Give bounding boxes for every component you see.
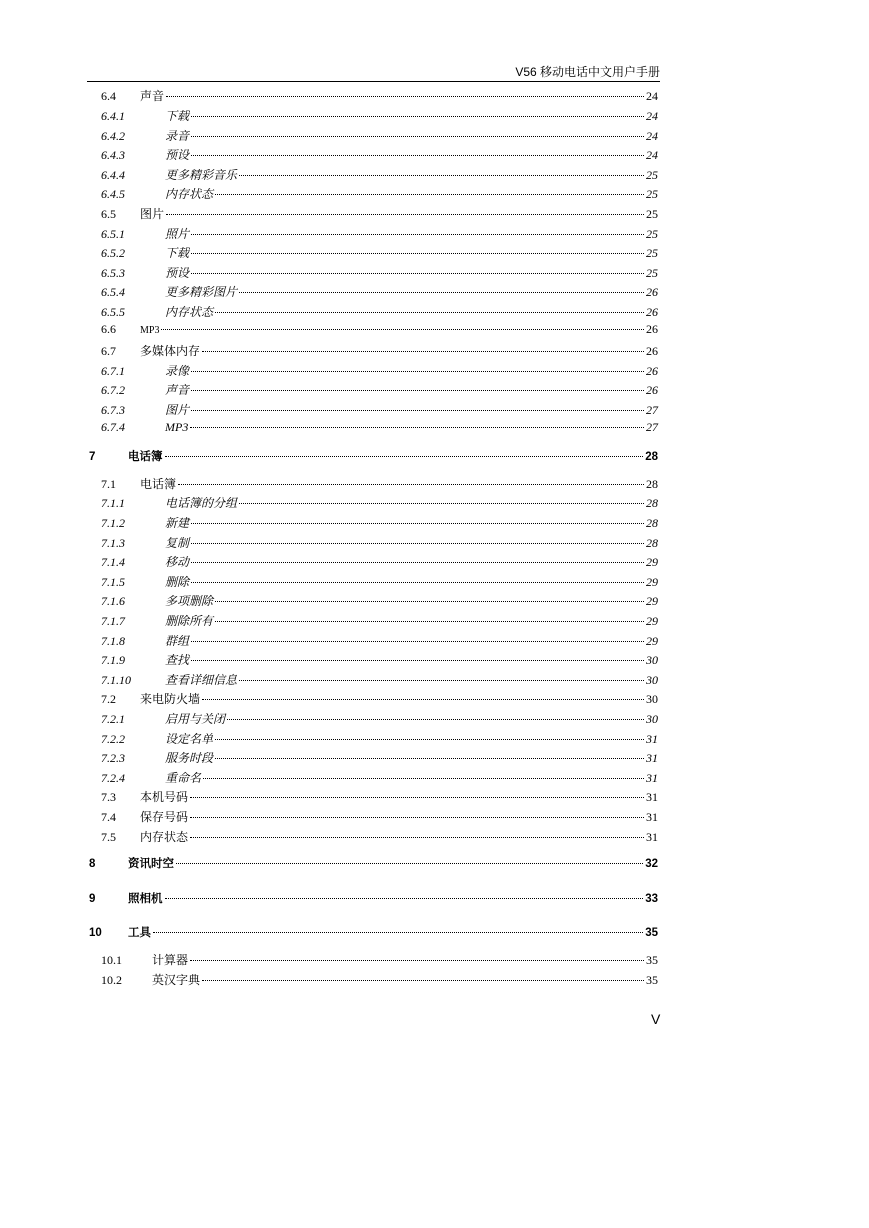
dot-leader — [178, 484, 644, 485]
toc-entry[interactable] — [101, 808, 658, 824]
toc-entry-page: 30 — [646, 653, 658, 667]
toc-entry[interactable] — [101, 690, 658, 706]
toc-entry[interactable] — [101, 951, 658, 967]
toc-entry-title: 工具 — [128, 927, 151, 939]
toc-entry-number: 6.7.1 — [101, 364, 125, 378]
toc-entry[interactable] — [101, 612, 658, 628]
toc-entry[interactable] — [101, 769, 658, 785]
toc-entry-title: 电话簿的分组 — [165, 496, 238, 510]
toc-entry-title: 录音 — [165, 129, 190, 143]
toc-entry-title: 查看详细信息 — [165, 673, 238, 687]
toc-entry-title: 查找 — [165, 653, 190, 667]
toc-entry-title: 内存状态 — [140, 830, 189, 844]
toc-entry-page: 29 — [646, 575, 658, 589]
toc-entry[interactable] — [101, 788, 658, 804]
page-number: V — [651, 1011, 661, 1027]
dot-leader — [202, 980, 644, 981]
toc-entry[interactable] — [101, 205, 658, 221]
dot-leader — [191, 543, 644, 544]
toc-entry[interactable] — [101, 534, 658, 550]
toc-entry-number: 7.2.1 — [101, 712, 125, 726]
toc-entry-title: 录像 — [165, 364, 190, 378]
toc-entry-number: 6.7.2 — [101, 383, 125, 397]
toc-entry-page: 25 — [646, 227, 658, 241]
toc-entry[interactable] — [101, 651, 658, 667]
toc-entry-number: 7.3 — [101, 790, 116, 804]
dot-leader — [190, 797, 644, 798]
toc-entry[interactable] — [101, 494, 658, 510]
toc-entry-title: 照片 — [165, 227, 190, 241]
toc-entry-title: 更多精彩图片 — [165, 285, 238, 299]
toc-entry-page: 28 — [646, 477, 658, 491]
toc-entry-title: 声音 — [165, 383, 190, 397]
toc-entry-number: 6.4.2 — [101, 129, 125, 143]
toc-entry[interactable] — [89, 448, 658, 464]
toc-entry-title: 资讯时空 — [128, 858, 174, 870]
toc-entry-number: 10.2 — [101, 973, 122, 987]
toc-entry-title: 预设 — [165, 148, 190, 162]
dot-leader — [215, 194, 644, 195]
toc-entry-number: 7.1.7 — [101, 614, 125, 628]
dot-leader — [202, 351, 644, 352]
toc-entry-title: 图片 — [165, 403, 190, 417]
toc-entry[interactable] — [101, 225, 658, 241]
toc-entry[interactable] — [89, 924, 658, 940]
dot-leader — [190, 837, 644, 838]
toc-entry[interactable] — [101, 322, 658, 338]
toc-entry-title: 多项删除 — [165, 594, 214, 608]
toc-entry-title: 更多精彩音乐 — [165, 168, 238, 182]
page-header — [87, 64, 660, 82]
toc-entry-number: 6.7.3 — [101, 403, 125, 417]
toc-entry-page: 35 — [646, 953, 658, 967]
dot-leader — [191, 582, 644, 583]
toc-entry-page: 26 — [646, 344, 658, 358]
toc-entry[interactable] — [101, 730, 658, 746]
toc-entry[interactable] — [101, 553, 658, 569]
toc-entry-number: 6.4.1 — [101, 109, 125, 123]
toc-entry-page: 24 — [646, 129, 658, 143]
dot-leader — [165, 456, 644, 457]
dot-leader — [191, 234, 644, 235]
toc-entry-page: 35 — [646, 973, 658, 987]
toc-entry-number: 7.1.9 — [101, 653, 125, 667]
dot-leader — [176, 863, 643, 864]
dot-leader — [191, 410, 644, 411]
toc-entry-number: 7 — [89, 451, 96, 463]
toc-entry[interactable] — [101, 828, 658, 844]
toc-entry-number: 8 — [89, 858, 96, 870]
toc-entry-page: 29 — [646, 594, 658, 608]
toc-entry-title: 图片 — [140, 207, 165, 221]
toc-entry-page: 24 — [646, 109, 658, 123]
toc-entry[interactable] — [101, 749, 658, 765]
toc-entry-number: 7.2 — [101, 692, 116, 706]
dot-leader — [215, 601, 644, 602]
toc-entry-number: 9 — [89, 893, 96, 905]
toc-entry-page: 33 — [645, 893, 658, 905]
dot-leader — [191, 390, 644, 391]
toc-entry-page: 27 — [646, 403, 658, 417]
toc-entry-page: 31 — [646, 771, 658, 785]
toc-entry-number: 7.1.1 — [101, 496, 125, 510]
toc-entry-page: 26 — [646, 285, 658, 299]
toc-entry-title: 保存号码 — [140, 810, 189, 824]
toc-entry[interactable] — [101, 127, 658, 143]
toc-entry[interactable] — [101, 971, 658, 987]
toc-entry-number: 6.5 — [101, 207, 116, 221]
toc-entry-page: 25 — [646, 168, 658, 182]
toc-entry-number: 7.1.8 — [101, 634, 125, 648]
toc-entry-number: 7.1 — [101, 477, 116, 491]
toc-entry-page: 24 — [646, 89, 658, 103]
toc-entry-page: 25 — [646, 246, 658, 260]
toc-entry[interactable] — [101, 166, 658, 182]
toc-entry[interactable] — [101, 87, 658, 103]
toc-entry-title: 重命名 — [165, 771, 202, 785]
dot-leader — [190, 960, 644, 961]
dot-leader — [239, 503, 644, 504]
toc-entry-title: 内存状态 — [165, 305, 214, 319]
toc-entry-number: 6.7.4 — [101, 420, 125, 434]
toc-entry-number: 6.5.1 — [101, 227, 125, 241]
dot-leader — [215, 758, 644, 759]
toc-entry[interactable] — [101, 264, 658, 280]
dot-leader — [239, 680, 644, 681]
toc-entry-number: 6.5.2 — [101, 246, 125, 260]
toc-entry-page: 25 — [646, 266, 658, 280]
toc-entry-page: 29 — [646, 634, 658, 648]
toc-entry-title: 删除 — [165, 575, 190, 589]
dot-leader — [239, 292, 644, 293]
toc-entry-page: 28 — [645, 451, 658, 463]
dot-leader — [165, 898, 644, 899]
dot-leader — [191, 155, 644, 156]
toc-entry-page: 29 — [646, 614, 658, 628]
toc-entry-number: 7.2.4 — [101, 771, 125, 785]
toc-entry-title: 电话簿 — [140, 477, 177, 491]
toc-entry-title: 英汉字典 — [152, 973, 201, 987]
toc-entry[interactable] — [101, 185, 658, 201]
dot-leader — [191, 273, 644, 274]
toc-entry-title: 预设 — [165, 266, 190, 280]
dot-leader — [191, 136, 644, 137]
toc-entry-page: 30 — [646, 673, 658, 687]
toc-entry-title: 内存状态 — [165, 187, 214, 201]
toc-entry-page: 26 — [646, 364, 658, 378]
dot-leader — [161, 329, 644, 330]
toc-entry-number: 7.1.6 — [101, 594, 125, 608]
toc-entry[interactable] — [101, 107, 658, 123]
toc-entry-title: 计算器 — [152, 953, 189, 967]
toc-entry-title: 下载 — [165, 246, 190, 260]
toc-entry-number: 6.5.4 — [101, 285, 125, 299]
toc-entry-page: 30 — [646, 692, 658, 706]
toc-entry[interactable] — [101, 303, 658, 319]
toc-entry[interactable] — [89, 890, 658, 906]
toc-entry-number: 7.5 — [101, 830, 116, 844]
dot-leader — [166, 214, 644, 215]
toc-entry-number: 6.4.5 — [101, 187, 125, 201]
dot-leader — [215, 621, 644, 622]
toc-entry[interactable] — [101, 632, 658, 648]
toc-entry[interactable] — [101, 401, 658, 417]
dot-leader — [191, 371, 644, 372]
toc-entry-page: 29 — [646, 555, 658, 569]
toc-entry-page: 26 — [646, 305, 658, 319]
toc-entry-page: 26 — [646, 322, 658, 336]
dot-leader — [166, 96, 644, 97]
toc-entry-title: 移动 — [165, 555, 190, 569]
dot-leader — [202, 699, 644, 700]
dot-leader — [227, 719, 644, 720]
toc-entry-number: 6.6 — [101, 322, 116, 336]
toc-entry-title: 启用与关闭 — [165, 712, 226, 726]
toc-entry[interactable] — [101, 710, 658, 726]
toc-entry[interactable] — [101, 381, 658, 397]
toc-entry-page: 31 — [646, 732, 658, 746]
toc-entry[interactable] — [101, 592, 658, 608]
toc-entry-title: MP3 — [165, 420, 189, 434]
dot-leader — [190, 427, 644, 428]
toc-entry-page: 35 — [645, 927, 658, 939]
toc-entry-page: 30 — [646, 712, 658, 726]
toc-entry-number: 6.4.3 — [101, 148, 125, 162]
toc-entry-page: 31 — [646, 810, 658, 824]
dot-leader — [215, 739, 644, 740]
toc-entry-page: 25 — [646, 187, 658, 201]
dot-leader — [215, 312, 644, 313]
toc-entry-number: 6.7 — [101, 344, 116, 358]
toc-entry-title: 复制 — [165, 536, 190, 550]
toc-entry[interactable] — [101, 671, 658, 687]
toc-entry-number: 7.2.2 — [101, 732, 125, 746]
dot-leader — [191, 641, 644, 642]
toc-entry-number: 6.5.3 — [101, 266, 125, 280]
toc-entry-page: 28 — [646, 516, 658, 530]
toc-entry-title: 本机号码 — [140, 790, 189, 804]
toc-entry-number: 7.1.4 — [101, 555, 125, 569]
toc-entry-number: 10 — [89, 927, 102, 939]
toc-entry[interactable] — [101, 283, 658, 299]
dot-leader — [191, 660, 644, 661]
dot-leader — [153, 932, 643, 933]
dot-leader — [191, 116, 644, 117]
toc-entry[interactable] — [101, 514, 658, 530]
toc-entry-page: 24 — [646, 148, 658, 162]
toc-entry-title: 设定名单 — [165, 732, 214, 746]
toc-entry-page: 32 — [645, 858, 658, 870]
toc-entry-number: 6.4 — [101, 89, 116, 103]
toc-entry-page: 31 — [646, 751, 658, 765]
toc-entry-page: 28 — [646, 496, 658, 510]
toc-entry-number: 7.1.10 — [101, 673, 131, 687]
toc-entry-page: 31 — [646, 830, 658, 844]
toc-entry[interactable] — [101, 146, 658, 162]
toc-entry-title: MP3 — [140, 325, 160, 336]
toc-entry-page: 25 — [646, 207, 658, 221]
dot-leader — [203, 778, 644, 779]
toc-entry-title: 电话簿 — [128, 451, 163, 463]
toc-entry-number: 7.1.5 — [101, 575, 125, 589]
toc-entry[interactable] — [101, 573, 658, 589]
toc-entry[interactable] — [101, 342, 658, 358]
toc-entry[interactable] — [101, 244, 658, 260]
toc-entry-number: 7.1.2 — [101, 516, 125, 530]
toc-entry-number: 7.4 — [101, 810, 116, 824]
toc-entry-title: 群组 — [165, 634, 190, 648]
toc-entry[interactable] — [101, 420, 658, 436]
toc-entry-page: 27 — [646, 420, 658, 434]
dot-leader — [239, 175, 644, 176]
toc-entry-number: 7.1.3 — [101, 536, 125, 550]
dot-leader — [191, 253, 644, 254]
toc-entry-title: 声音 — [140, 89, 165, 103]
toc-entry[interactable] — [101, 362, 658, 378]
dot-leader — [190, 817, 644, 818]
toc-entry-page: 26 — [646, 383, 658, 397]
dot-leader — [191, 523, 644, 524]
toc-entry-title: 照相机 — [128, 893, 163, 905]
toc-entry-number: 6.4.4 — [101, 168, 125, 182]
toc-entry-page: 28 — [646, 536, 658, 550]
toc-entry-number: 7.2.3 — [101, 751, 125, 765]
dot-leader — [191, 562, 644, 563]
header-title: V56 移动电话中文用户手册 — [515, 65, 660, 79]
toc-entry[interactable] — [89, 855, 658, 871]
toc-entry-number: 6.5.5 — [101, 305, 125, 319]
toc-entry-title: 服务时段 — [165, 751, 214, 765]
toc-entry-title: 来电防火墙 — [140, 692, 201, 706]
toc-entry-title: 删除所有 — [165, 614, 214, 628]
toc-entry-title: 下载 — [165, 109, 190, 123]
toc-entry-title: 新建 — [165, 516, 190, 530]
toc-entry-number: 10.1 — [101, 953, 122, 967]
toc-entry-page: 31 — [646, 790, 658, 804]
toc-entry-title: 多媒体内存 — [140, 344, 201, 358]
toc-entry[interactable] — [101, 475, 658, 491]
